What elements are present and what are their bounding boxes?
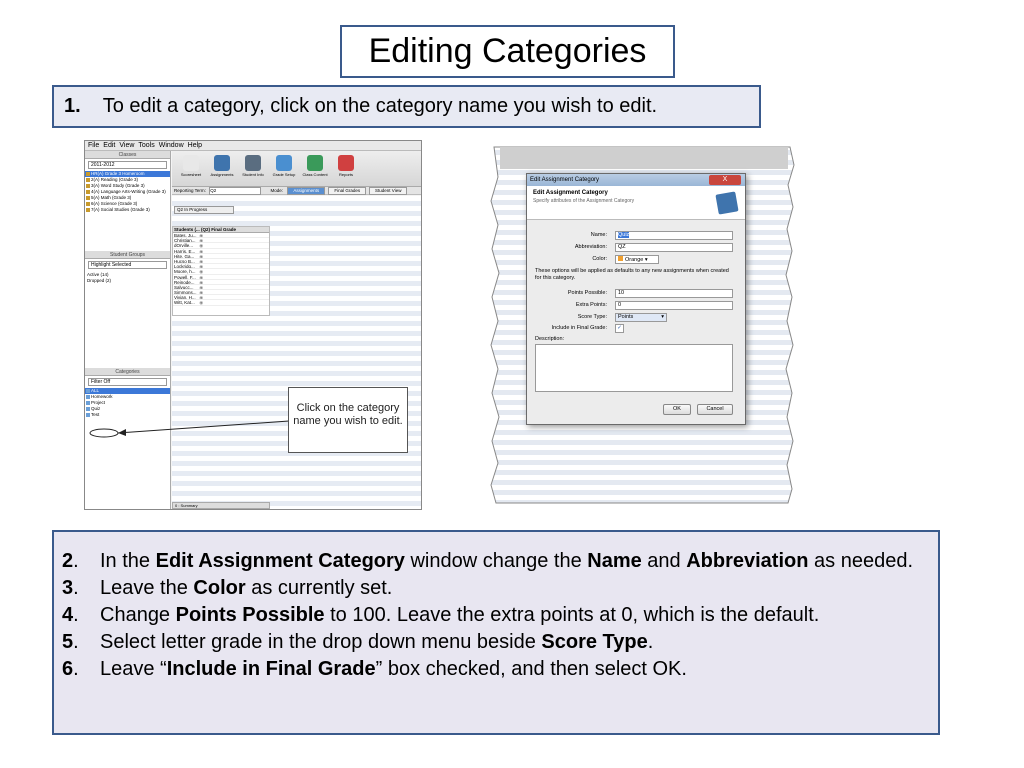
step-number: 5.	[62, 631, 79, 653]
step-number: 3.	[62, 577, 79, 599]
step-text: Change Points Possible to 100. Leave the extra points at 0, which is the default.	[100, 604, 820, 626]
student-row[interactable]: Christian... ◉	[173, 238, 269, 243]
step-1-box	[52, 85, 761, 128]
step-2	[62, 548, 930, 575]
step-1-number: 1.	[64, 95, 81, 117]
menu-window[interactable]: Window	[158, 142, 184, 149]
dialog-heading: Edit Assignment Category	[533, 190, 608, 196]
step-text: Leave the Color as currently set.	[100, 577, 393, 599]
category-item-homework[interactable]: Homework	[85, 394, 170, 400]
mode-label: Mode:	[270, 188, 283, 193]
class-item[interactable]: 7(A) Social Studies (Grade 3)	[85, 207, 170, 213]
class-item[interactable]: 6(A) Science (Grade 3)	[85, 201, 170, 207]
edit-category-dialog	[526, 173, 746, 425]
reporting-term-select[interactable]: Q2	[209, 187, 261, 195]
toolbar-grade-setup-button[interactable]: Grade Setup	[269, 153, 299, 183]
slide-title: Editing Categories	[340, 25, 675, 78]
class-item[interactable]: 3(A) Word Study (Grade 3)	[85, 183, 170, 189]
color-select[interactable]: Orange ▾	[615, 255, 659, 264]
color-row	[527, 255, 747, 264]
abbreviation-field[interactable]: QZ	[615, 243, 733, 252]
toolbar-reports-button[interactable]: Reports	[331, 153, 361, 183]
extra-points-field[interactable]: 0	[615, 301, 733, 310]
class-item[interactable]: 5(A) Math (Grade 3)	[85, 195, 170, 201]
points-field[interactable]: 10	[615, 289, 733, 298]
progress-bar: Q2 In Progress	[174, 206, 234, 214]
menu-tools[interactable]: Tools	[138, 142, 155, 149]
description-field[interactable]	[535, 344, 733, 392]
step-6	[62, 656, 930, 683]
score-type-label: Score Type:	[577, 314, 607, 320]
step-text: Leave “Include in Final Grade” box checked, and then select OK.	[100, 658, 687, 680]
include-label: Include in Final Grade:	[551, 325, 607, 331]
year-select[interactable]: 2011-2012	[88, 161, 167, 169]
callout-arrow	[84, 140, 424, 510]
filter-select[interactable]: Filter Off	[88, 378, 167, 386]
menu-edit[interactable]: Edit	[103, 142, 116, 149]
mode-tab-final-grades[interactable]: Final Grades	[328, 187, 366, 195]
include-checkbox[interactable]: ✓	[615, 324, 624, 333]
close-button[interactable]: X	[709, 175, 741, 185]
step-number: 4.	[62, 604, 79, 626]
toolbar-assignments-button[interactable]: Assignments	[207, 153, 237, 183]
name-row	[527, 231, 747, 240]
abbreviation-row	[527, 243, 747, 252]
dialog-subheading: Specify attributes of the Assignment Category	[533, 198, 635, 204]
category-item-project[interactable]: Project	[85, 400, 170, 406]
categories-header: Categories	[85, 368, 170, 376]
student-row[interactable]: Hucso B... ◉	[173, 259, 269, 264]
student-row[interactable]: Harris, E... ◉	[173, 249, 269, 254]
menu-file[interactable]: File	[88, 142, 100, 149]
category-icon	[715, 191, 738, 214]
step-5	[62, 629, 930, 656]
description-label: Description:	[535, 336, 565, 342]
student-row[interactable]: Reinode... ◉	[173, 280, 269, 285]
mode-tab-assignments[interactable]: Assignments	[287, 187, 325, 195]
step-1-text: To edit a category, click on the category name you wish to edit.	[102, 95, 658, 117]
toolbar-student-info-button[interactable]: Student Info	[238, 153, 268, 183]
class-item[interactable]: HR(A) Grade 3 Homeroom	[85, 171, 170, 177]
score-type-select[interactable]: Points ▾	[615, 313, 667, 322]
extra-points-label: Extra Points:	[575, 302, 607, 308]
student-row[interactable]: Hite, Ga... ◉	[173, 254, 269, 259]
classes-header: Classes	[85, 151, 170, 159]
step-4	[62, 602, 930, 629]
student-row[interactable]: dOrville... ◉	[173, 243, 269, 248]
category-item-test[interactable]: Test	[85, 412, 170, 418]
class-item[interactable]: 4(A) Language Arts-Writing (Grade 3)	[85, 189, 170, 195]
score-type-row	[527, 313, 747, 322]
student-row[interactable]: Simmons... ◉	[173, 290, 269, 295]
ok-button[interactable]: OK	[663, 404, 691, 415]
cancel-button[interactable]: Cancel	[697, 404, 733, 415]
name-label: Name:	[590, 232, 607, 238]
extra-points-row	[527, 301, 747, 310]
points-row	[527, 289, 747, 298]
student-row[interactable]: Lockridg... ◉	[173, 264, 269, 269]
menu-view[interactable]: View	[119, 142, 135, 149]
points-label: Points Possible:	[567, 290, 607, 296]
color-swatch-icon	[618, 256, 623, 261]
student-row[interactable]: Bates, Ju... ◉	[173, 233, 269, 238]
callout-box: Click on the category name you wish to edit.	[288, 387, 408, 453]
dialog-titlebar	[527, 174, 745, 186]
step-number: 6.	[62, 658, 79, 680]
student-row[interactable]: Vivian, H... ◉	[173, 295, 269, 300]
step-3	[62, 575, 930, 602]
student-row[interactable]: Witt, Kat... ◉	[173, 300, 269, 305]
highlight-select[interactable]: Highlight Selected	[88, 261, 167, 269]
category-item-all[interactable]: ALL	[85, 388, 170, 394]
abbreviation-label: Abbreviation:	[574, 244, 607, 250]
include-row	[527, 324, 747, 333]
color-label: Color:	[592, 256, 607, 262]
step-text: In the Edit Assignment Category window change the Name and Abbreviation as needed.	[100, 550, 913, 572]
student-row[interactable]: Moore, h... ◉	[173, 269, 269, 274]
mode-tab-student-view[interactable]: Student View	[369, 187, 407, 195]
toolbar-class-content-button[interactable]: Class Content	[300, 153, 330, 183]
toolbar-scoresheet-button[interactable]: Scoresheet	[176, 153, 206, 183]
step-number: 2.	[62, 550, 79, 572]
student-row[interactable]: Powell, F... ◉	[173, 275, 269, 280]
status-bar: 0 : Summary	[172, 502, 270, 509]
name-field[interactable]: Quiz	[615, 231, 733, 240]
student-groups-header: Student Groups	[85, 251, 170, 259]
reporting-term-label: Reporting Term:	[174, 188, 206, 193]
class-item[interactable]: 2(A) Reading (Grade 3)	[85, 177, 170, 183]
menu-help[interactable]: Help	[187, 142, 203, 149]
instructions-box	[52, 530, 940, 735]
defaults-note: These options will be applied as defaults to any new assignments when created for this category.	[535, 268, 729, 281]
dialog-header	[527, 186, 745, 220]
group-item[interactable]: Active (14)	[87, 272, 109, 277]
step-text: Select letter grade in the drop down menu beside Score Type.	[100, 631, 654, 653]
student-table-header: Students (... (Q2) Final Grade	[173, 227, 269, 233]
dialog-window-title: Edit Assignment Category	[530, 177, 600, 183]
student-row[interactable]: Salvucc... ◉	[173, 285, 269, 290]
category-item-quiz[interactable]: Quiz	[85, 406, 170, 412]
group-item[interactable]: Dropped (2)	[87, 278, 112, 283]
